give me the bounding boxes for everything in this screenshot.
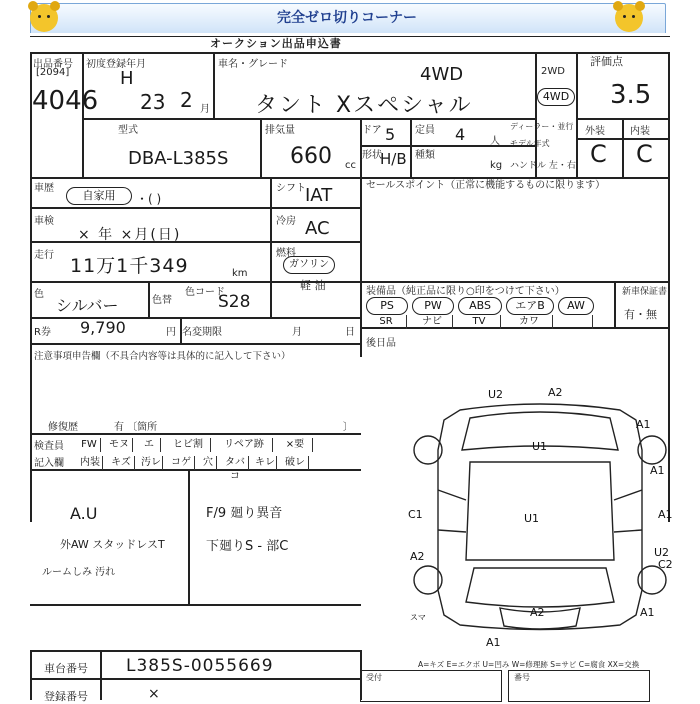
color-code-value: S28 [218,292,251,312]
recycle-label: R券 [34,327,51,338]
bottom-right-box-label: 番号 [514,673,530,682]
model-label: 型式 [118,125,138,136]
equip2-item [558,315,593,329]
inspection-value: × 年 ×月(日) [78,227,182,243]
recycle-unit: 円 [166,327,176,338]
chk2-item: 破レ [282,456,309,470]
chk1-item: リペア跡 [216,438,273,452]
sheet-partial-title: オークション出品申込書 [210,37,342,50]
first-reg-label: 初度登録年月 [86,59,146,70]
note-right-2: 下廻りS - 部C [206,539,289,554]
first-reg-month-unit: 月 [200,104,210,115]
equip1-item: PW [412,297,454,315]
damage-mark: U2 [488,388,504,401]
sales-point-label: セールスポイント（正常に機能するものに限ります） [366,180,606,191]
lot-small-code: [2094] [36,67,70,78]
model-year-label: モデル年式 [510,139,550,148]
note-left-1: A.U [70,504,98,523]
first-reg-era: H [120,68,134,89]
capacity-label: 定員 [415,125,435,136]
chassis-label: 車台番号 [44,662,88,675]
inspection-label: 車検 [34,216,54,227]
shape-value: H/B [380,150,407,168]
chk2-item: コゲ [168,456,195,470]
equip2-item: カワ [506,315,553,329]
banner-title: 完全ゼロ切りコーナー [277,10,417,26]
damage-mark: U2 [654,546,670,559]
drive-4wd-circled: 4WD [537,88,575,106]
rear-label: 後日品 [366,338,396,349]
damage-mark: A2 [530,606,545,619]
equip2-item: SR [366,315,407,329]
chk1-item: FW [78,438,101,452]
damage-mark: A1 [640,606,655,619]
usage-paren: ・( ) [136,192,162,206]
note-left-2: 外AW スタッドレスT [60,538,165,551]
shift-label: シフト [276,183,306,194]
repair-label: 修復歴 [48,422,78,433]
color-code-label: 色コード [185,287,225,298]
handle-label: ハンドル 左・右 [510,161,576,171]
equip1-item: PS [366,297,408,315]
bear-mascot-icon [615,4,643,32]
chk2-item: キズ [108,456,135,470]
first-reg-year: 23 [140,90,166,114]
usage-label: 車歴 [34,183,54,194]
mirror-label: スマ [410,613,426,622]
color-value: シルバー [56,296,119,315]
ac-label: 冷房 [276,216,296,227]
checker-label: 検査員 [34,441,64,452]
interior-label: 内装 [630,126,650,137]
equip1-item: ABS [458,297,502,315]
bottom-left-box-label: 受付 [366,673,382,682]
chk1-item: ヒビ割 [166,438,211,452]
damage-mark: A2 [410,550,425,563]
repair-value: 有 〔箇所 [114,422,158,433]
color-label: 色 [34,289,44,300]
checker-sub-label: 記入欄 [34,458,64,469]
rating-value: 3.5 [610,80,652,110]
damage-mark: C1 [408,508,423,521]
car-name-label: 車名・グレード [218,59,288,70]
mileage-label: 走行 [34,250,54,261]
chk2-item: 穴 [200,456,217,470]
damage-mark: A1 [658,508,673,521]
first-reg-month: 2 [180,88,193,112]
equip1-item: エアB [506,297,554,315]
car-name-value: タント Xスペシャル [255,93,473,118]
lot-number: 4046 [32,86,99,116]
bottom-label: 登録番号 [44,690,88,703]
notes-label: 注意事項申告欄（不具合内容等は具体的に記入して下さい） [34,351,291,362]
chk2-item: 汚レ [141,457,161,468]
transfer-day: 日 [345,327,355,338]
shift-value: IAT [305,185,333,206]
equip1-item: AW [558,297,594,315]
new-warranty-value: 有・無 [624,308,657,321]
car-damage-diagram [400,380,680,650]
recycle-value: 9,790 [80,318,126,337]
bottom-x: × [148,686,160,702]
transfer-label: 名変期限 [182,327,222,338]
kind-label: 種類 [415,150,435,161]
new-warranty-label: 新車保証書 [622,287,668,297]
damage-mark: A1 [486,636,501,649]
chk1-item: モヌ [106,438,133,452]
chk1-item: ×要 [278,438,313,452]
repair-close: 〕 [343,422,353,433]
model-value: DBA-L385S [128,148,229,169]
drive-2wd: 2WD [541,66,565,77]
displacement-label: 排気量 [265,125,295,136]
bear-mascot-icon [30,4,58,32]
damage-mark: A2 [548,386,563,399]
fuel-sub: 軽 油 [300,279,326,292]
displacement-unit: cc [345,160,356,171]
chassis-value: L385S-0055669 [126,656,274,676]
dealer-label: ディーラー・並行 [510,122,574,131]
rating-label: 評価点 [590,55,623,68]
fuel-label: 燃料 [276,248,296,259]
chk2-item: タバコ [222,456,249,470]
mileage-value: 11万1千349 [70,255,189,277]
exterior-grade: C [590,140,607,168]
shape-label: 形状 [362,150,382,161]
note-right-1: F/9 廻り異音 [206,506,283,521]
drive-handwritten: 4WD [420,64,464,85]
fuel-value-circled: ガソリン [283,256,335,274]
chk1-item: エ [138,438,161,452]
damage-mark: C2 [658,558,673,571]
damage-mark: U1 [532,440,548,453]
displacement-value: 660 [290,144,332,169]
doors-label: ドア [362,125,382,136]
interior-grade: C [636,140,653,168]
ac-value: AC [305,218,330,239]
equip2-item: ナビ [412,315,453,329]
damage-mark: A1 [636,418,651,431]
usage-value-circled: 自家用 [66,187,132,205]
damage-mark: A1 [650,464,665,477]
capacity-value: 4 [455,125,466,144]
exterior-label: 外装 [585,126,605,137]
kg-unit: kg [490,160,503,171]
damage-mark: U1 [524,512,540,525]
color-change-label: 色替 [152,295,172,306]
chk2-item: 内装 [78,456,103,470]
lot-label: 出品番号 [33,59,73,70]
transfer-month: 月 [292,327,302,338]
note-left-3: ルームしみ 汚れ [42,567,116,578]
equip2-item: TV [458,315,501,329]
damage-legend: A=キズ E=エクボ U=凹み W=修理跡 S=サビ C=腐食 XX=交換 [418,660,640,669]
doors-value: 5 [385,125,396,144]
capacity-unit: 人 [490,136,500,147]
chk2-item: キレ [254,456,277,470]
equipment-label: 装備品（純正品に限り○印をつけて下さい） [366,286,565,297]
mileage-unit: km [232,268,248,279]
